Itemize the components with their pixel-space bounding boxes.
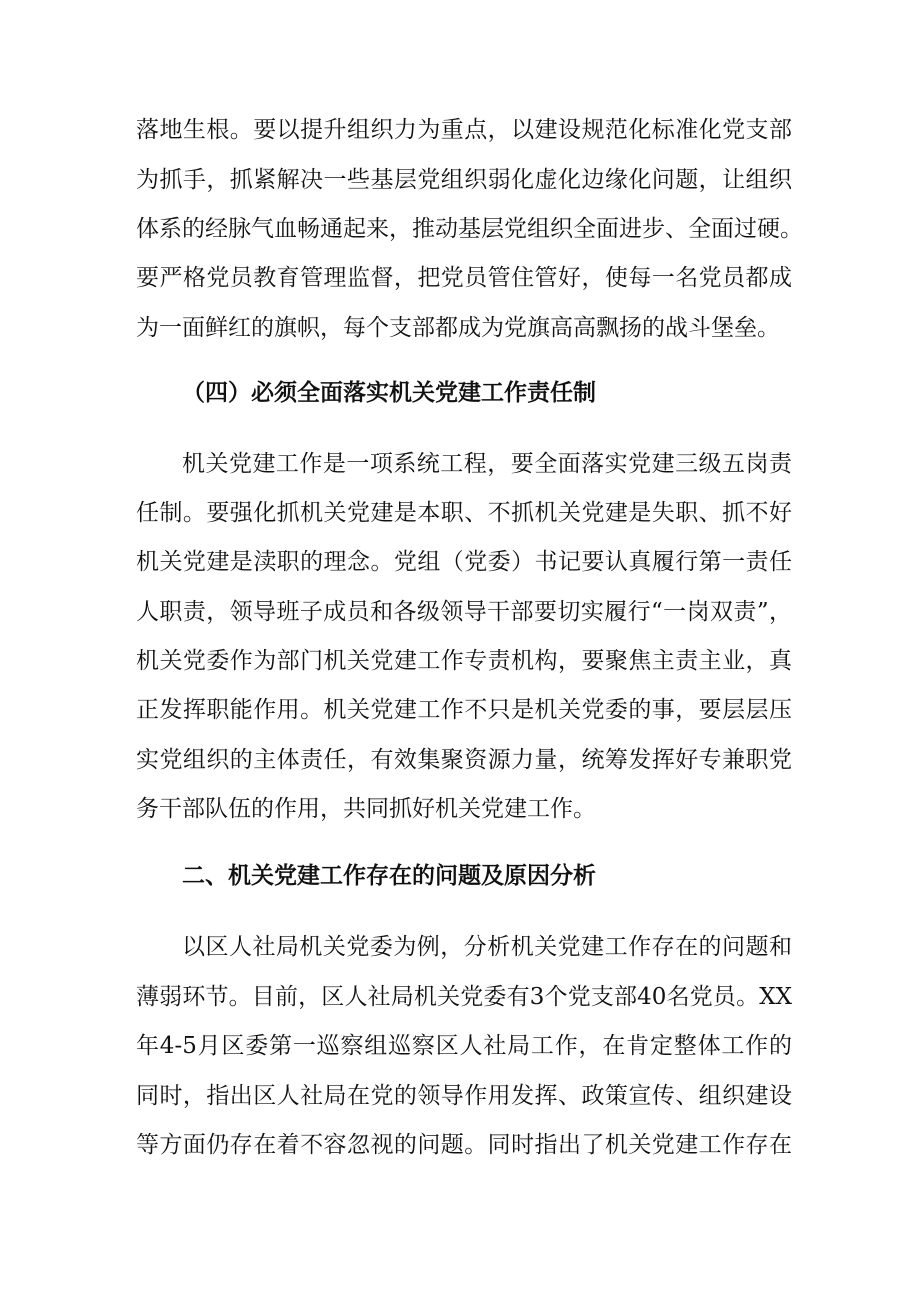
text-line: 机关党委作为部门机关党建工作专责机构，要聚焦主责主业，真 <box>136 648 792 674</box>
section-heading-4: （四）必须全面落实机关党建工作责任制 <box>182 380 596 406</box>
text-line: 机关党建工作是一项系统工程，要全面落实党建三级五岗责 <box>182 451 792 477</box>
text-line: 同时，指出区人社局在党的领导作用发挥、政策宣传、组织建设 <box>136 1083 792 1109</box>
text-line: 体系的经脉气血畅通起来，推动基层党组织全面进步、全面过硬。 <box>136 216 803 242</box>
text-line: 年4-5月区委第一巡察组巡察区人社局工作，在肯定整体工作的 <box>136 1033 792 1059</box>
text-line: 正发挥职能作用。机关党建工作不只是机关党委的事，要层层压 <box>136 697 792 723</box>
text-line: 为一面鲜红的旗帜，每个支部都成为党旗高高飘扬的战斗堡垒。 <box>136 315 780 341</box>
text-line: 任制。要强化抓机关党建是本职、不抓机关党建是失职、抓不好 <box>136 500 792 526</box>
text-line: 机关党建是渎职的理念。党组（党委）书记要认真履行第一责任 <box>136 549 792 575</box>
text-line: 薄弱环节。目前，区人社局机关党委有3个党支部40名党员。XX <box>136 984 792 1010</box>
section-heading-2: 二、机关党建工作存在的问题及原因分析 <box>182 863 596 889</box>
text-line: 人职责，领导班子成员和各级领导干部要切实履行“一岗双责”， <box>136 599 792 625</box>
text-line: 落地生根。要以提升组织力为重点，以建设规范化标准化党支部 <box>136 117 792 143</box>
text-line: 等方面仍存在着不容忽视的问题。同时指出了机关党建工作存在 <box>136 1132 792 1158</box>
text-line: 以区人社局机关党委为例，分析机关党建工作存在的问题和 <box>182 934 792 960</box>
text-line: 务干部队伍的作用，共同抓好机关党建工作。 <box>136 796 596 822</box>
text-line: 为抓手，抓紧解决一些基层党组织弱化虚化边缘化问题，让组织 <box>136 167 792 193</box>
text-line: 要严格党员教育管理监督，把党员管住管好，使每一名党员都成 <box>136 265 792 291</box>
text-line: 实党组织的主体责任，有效集聚资源力量，统筹发挥好专兼职党 <box>136 747 792 773</box>
